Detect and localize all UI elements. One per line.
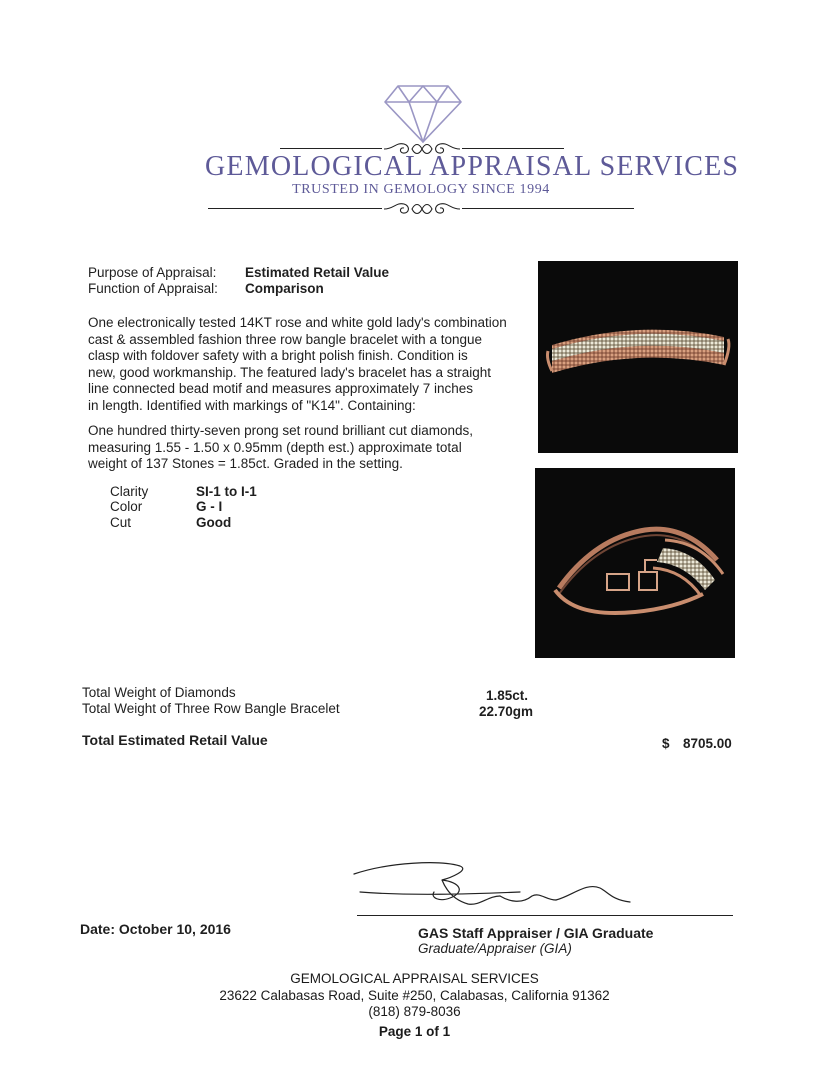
appraiser-title: GAS Staff Appraiser / GIA Graduate: [418, 925, 654, 941]
bracelet-weight-label: Total Weight of Three Row Bangle Bracelet: [82, 701, 340, 716]
function-label: Function of Appraisal:: [88, 281, 218, 296]
description-line: clasp with foldover safety with a bright polish finish. Condition is: [88, 348, 468, 363]
function-value: Comparison: [245, 281, 324, 296]
header-rule-upper-left: [280, 148, 382, 149]
color-label: Color: [110, 499, 143, 514]
retail-value-amount: 8705.00: [683, 736, 732, 751]
purpose-value: Estimated Retail Value: [245, 265, 390, 280]
bracelet-photo-top: [538, 261, 738, 453]
stones-line: One hundred thirty-seven prong set round brilliant cut diamonds,: [88, 423, 473, 438]
company-tagline: TRUSTED IN GEMOLOGY SINCE 1994: [292, 182, 550, 197]
description-line: cast & assembled fashion three row bangle bracelet with a tongue: [88, 331, 482, 347]
appraiser-subtitle: Graduate/Appraiser (GIA): [418, 941, 572, 956]
header-rule-upper-right: [462, 148, 564, 149]
retail-value-label: Total Estimated Retail Value: [82, 732, 268, 748]
header-rule-lower-left: [208, 208, 382, 209]
header-rule-lower-right: [462, 208, 634, 209]
clarity-label: Clarity: [110, 484, 149, 499]
bracelet-weight-value: 22.70gm: [479, 704, 534, 719]
page-number: Page 1 of 1: [378, 1024, 451, 1039]
footer-address: 23622 Calabasas Road, Suite #250, Calabasas, California 91362: [219, 988, 610, 1003]
bracelet-photo-open: [535, 468, 735, 658]
stones-line: weight of 137 Stones = 1.85ct. Graded in the setting.: [88, 456, 403, 471]
diamonds-weight-value: 1.85ct.: [486, 688, 529, 703]
description-line: One electronically tested 14KT rose and white gold lady's combination: [88, 315, 507, 330]
company-name: GEMOLOGICAL APPRAISAL SERVICES: [205, 151, 740, 182]
cut-label: Cut: [110, 515, 132, 530]
item-description: [88, 315, 518, 414]
diamond-logo-icon: [383, 82, 463, 144]
purpose-label: Purpose of Appraisal:: [88, 265, 217, 280]
diamonds-weight-label: Total Weight of Diamonds: [82, 685, 236, 700]
cut-value: Good: [196, 515, 232, 530]
footer-company: GEMOLOGICAL APPRAISAL SERVICES: [290, 971, 539, 986]
appraisal-date: Date: October 10, 2016: [80, 921, 231, 937]
description-line: line connected bead motif and measures approximately 7 inches: [88, 381, 473, 396]
description-line: new, good workmanship. The featured lady's bracelet has a straight: [88, 364, 492, 380]
description-line: in length. Identified with markings of "K14". Containing:: [88, 397, 416, 413]
footer-phone: (818) 879-8036: [368, 1004, 461, 1019]
stones-line: measuring 1.55 - 1.50 x 0.95mm (depth est.) approximate total: [88, 439, 462, 455]
signature-line: [357, 915, 733, 916]
clarity-value: SI-1 to I-1: [196, 484, 257, 499]
appraiser-signature: [350, 852, 650, 922]
stones-description: [88, 423, 518, 473]
currency-symbol: $: [662, 736, 670, 751]
flourish-ornament-icon: [382, 199, 462, 219]
color-value: G - I: [196, 499, 223, 514]
